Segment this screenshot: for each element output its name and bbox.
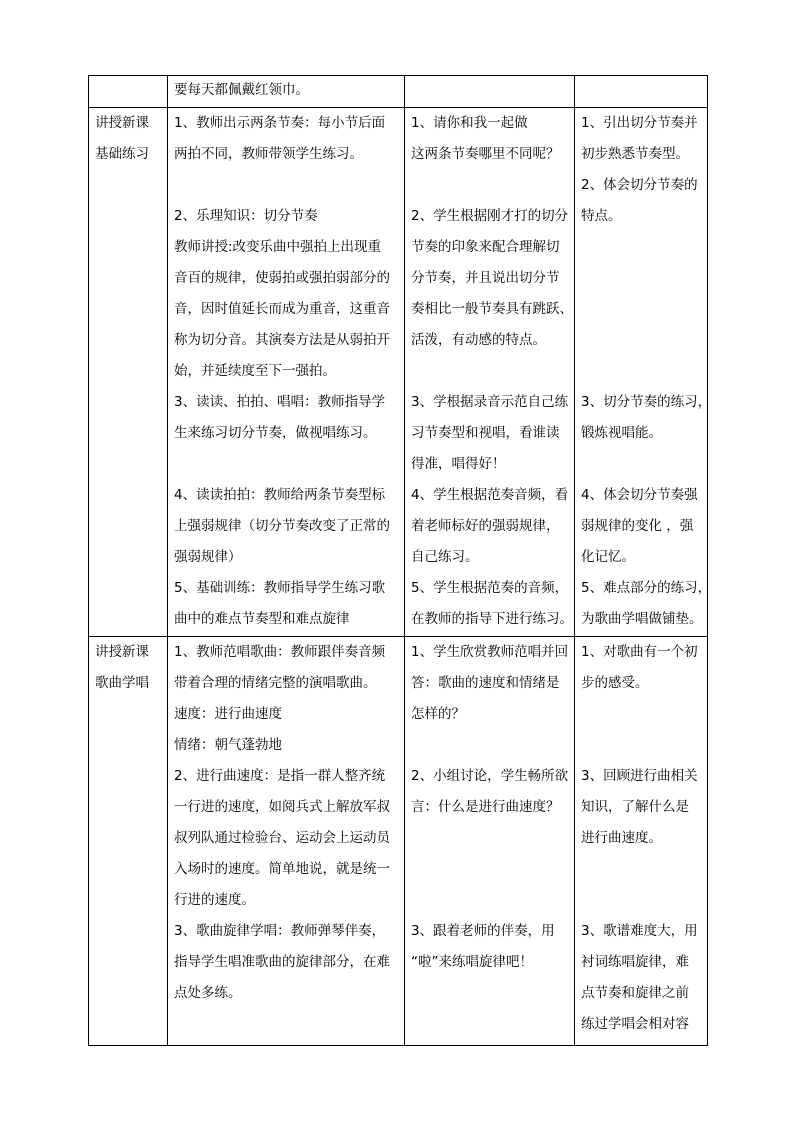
cell-text-line: 2、进行曲速度：是指一群人整齐统: [174, 768, 386, 784]
cell-text-line: [581, 885, 707, 916]
cell-text-line: 5、难点部分的练习，: [581, 580, 712, 596]
cell-text-line: 叔列队通过检验台、运动会上运动员: [174, 830, 390, 846]
cell-text-line: 这两条节奏哪里不同呢？: [411, 146, 560, 162]
cell-teacher-activity: [168, 108, 405, 637]
cell-text-line: 强弱规律）: [174, 549, 242, 565]
cell-text-line: 分节奏，并且说出切分节: [411, 270, 560, 286]
cell-text-line: 两拍不同，教师带领学生练习。: [174, 146, 363, 162]
cell-text-line: 基础练习: [95, 146, 149, 162]
cell-text-line: 在教师的指导下进行练习。: [411, 611, 573, 627]
cell-text-line: 带着合理的情绪完整的演唱歌曲。: [174, 675, 377, 691]
cell-design-intent: [575, 637, 708, 1046]
cell-text-line: 歌曲学唱: [95, 675, 149, 691]
cell-text-line: 1、请你和我一起做: [411, 115, 528, 131]
cell-text-line: 弱规律的变化 ，强: [581, 518, 694, 534]
cell-text-line: 怎样的？: [411, 706, 465, 722]
cell-text-line: 入场时的速度。简单地说，就是统一: [174, 861, 390, 877]
cell-text-line: 始，并延续度至下一强拍。: [174, 363, 336, 379]
cell-text-line: 为歌曲学唱做铺垫。: [581, 611, 703, 627]
cell-text-line: [581, 854, 707, 885]
cell-text-line: 锻炼视唱能。: [581, 425, 662, 441]
cell-text-line: 1、学生欣赏教师范唱并回: [411, 644, 569, 660]
cell-text-line: 音百的规律，使弱拍或强拍弱部分的: [174, 270, 390, 286]
table-row: [89, 76, 708, 108]
cell-text-line: 3、切分节奏的练习，: [581, 394, 712, 410]
cell-text-line: 特点。: [581, 208, 622, 224]
cell-text-line: 1、教师出示两条节奏：每小节后面: [174, 115, 386, 131]
cell-teacher-activity: [168, 637, 405, 1046]
cell-text-line: 3、读读、拍拍、唱唱：教师指导学: [174, 394, 386, 410]
cell-text-line: 教师讲授:改变乐曲中强拍上出现重: [174, 239, 382, 255]
cell-text-line: [411, 823, 574, 854]
cell-text-line: 4、学生根据范奏音频，看: [411, 487, 569, 503]
cell-text-line: 上强弱规律（切分节奏改变了正常的: [174, 518, 390, 534]
cell-text-line: 速度：进行曲速度: [174, 706, 282, 722]
cell-section: [89, 76, 168, 108]
cell-text-line: 言：什么是进行曲速度？: [411, 799, 560, 815]
cell-text-line: 练过学唱会相对容: [581, 1016, 689, 1032]
cell-text-line: 3、歌曲旋律学唱：教师弹琴伴奏，: [174, 923, 386, 939]
cell-text-line: 活泼，有动感的特点。: [411, 332, 546, 348]
cell-text-line: 4、体会切分节奏强: [581, 487, 698, 503]
cell-text-line: 2、乐理知识：切分节奏: [174, 208, 318, 224]
cell-text-line: 1、教师范唱歌曲：教师跟伴奏音频: [174, 644, 386, 660]
cell-text-line: 习节奏型和视唱，看谁读: [411, 425, 560, 441]
cell-text-line: [581, 294, 707, 325]
cell-text-line: [581, 263, 707, 294]
cell-text-line: [581, 356, 707, 387]
cell-text-line: 2、学生根据刚才打的切分: [411, 208, 569, 224]
cell-section: [89, 108, 168, 637]
cell-text-line: 5、学生根据范奏的音频，: [411, 580, 569, 596]
cell-design-intent: [575, 76, 708, 108]
cell-text-line: [411, 170, 574, 201]
cell-student-activity: [405, 637, 575, 1046]
cell-text-line: 一行进的速度，如阅兵式上解放军叔: [174, 799, 390, 815]
table-row: [89, 108, 708, 637]
cell-text-line: 4、读读拍拍：教师给两条节奏型标: [174, 487, 386, 503]
cell-text-line: 2、体会切分节奏的: [581, 177, 698, 193]
cell-text-line: 讲授新课: [95, 115, 149, 131]
cell-text-line: 点处多练。: [174, 985, 242, 1001]
cell-text-line: 曲中的难点节奏型和难点旋律: [174, 611, 350, 627]
cell-text-line: 指导学生唱准歌曲的旋律部分，在难: [174, 954, 390, 970]
cell-text-line: 音，因时值延长而成为重音，这重音: [174, 301, 390, 317]
cell-text-line: 称为切分音。其演奏方法是从弱拍开: [174, 332, 390, 348]
cell-text-line: 2、小组讨论，学生畅所欲: [411, 768, 569, 784]
cell-text-line: 3、跟着老师的伴奏，用: [411, 923, 555, 939]
cell-text-line: 1、对歌曲有一个初: [581, 644, 698, 660]
cell-text-line: 生来练习切分节奏，做视唱练习。: [174, 425, 377, 441]
cell-text-line: 节奏的印象来配合理解切: [411, 239, 560, 255]
table-body: [89, 76, 712, 1046]
table-row: [89, 637, 708, 1046]
cell-text-line: 步的感受。: [581, 675, 649, 691]
cell-text-line: “啦”来练唱旋律吧！: [411, 954, 533, 970]
cell-student-activity: [405, 108, 575, 637]
cell-text-line: 得准，唱得好！: [411, 456, 506, 472]
cell-text-line: 3、学根据录音示范自己练: [411, 394, 569, 410]
cell-text-line: 初步熟悉节奏型。: [581, 146, 689, 162]
cell-text-line: [411, 730, 574, 761]
cell-text-line: [411, 885, 574, 916]
cell-text-line: 化记忆。: [581, 549, 635, 565]
cell-text-line: 点节奏和旋律之前: [581, 985, 689, 1001]
lesson-plan-table: [88, 75, 712, 1046]
cell-text-line: 行进的速度。: [174, 892, 255, 908]
cell-text-line: [174, 170, 404, 201]
cell-text-line: 情绪：朝气蓬勃地: [174, 737, 282, 753]
cell-text-line: 3、回顾进行曲相关: [581, 768, 698, 784]
cell-text-line: 5、基础训练：教师指导学生练习歌: [174, 580, 386, 596]
cell-text-line: 着老师标好的强弱规律，: [411, 518, 560, 534]
cell-section: [89, 637, 168, 1046]
cell-text-line: 衬词练唱旋律，难: [581, 954, 689, 970]
cell-text-line: [581, 325, 707, 356]
cell-text-line: 要每天都佩戴红领巾。: [174, 82, 309, 98]
cell-text-line: 进行曲速度。: [581, 830, 662, 846]
cell-text-line: [581, 730, 707, 761]
cell-student-activity: [405, 76, 575, 108]
cell-design-intent: [575, 108, 712, 637]
cell-text-line: [174, 449, 404, 480]
cell-text-line: [581, 699, 707, 730]
cell-text-line: 奏相比一般节奏具有跳跃、: [411, 301, 573, 317]
cell-text-line: 答：歌曲的速度和情绪是: [411, 675, 560, 691]
cell-text-line: [581, 232, 707, 263]
cell-text-line: 3、歌谱难度大，用: [581, 923, 698, 939]
cell-text-line: 自己练习。: [411, 549, 479, 565]
cell-text-line: [411, 854, 574, 885]
cell-text-line: 知识，了解什么是: [581, 799, 689, 815]
cell-text-line: 讲授新课: [95, 644, 149, 660]
cell-text-line: [581, 449, 707, 480]
cell-text-line: [411, 356, 574, 387]
cell-teacher-activity: [168, 76, 405, 108]
cell-text-line: 1、引出切分节奏并: [581, 115, 698, 131]
